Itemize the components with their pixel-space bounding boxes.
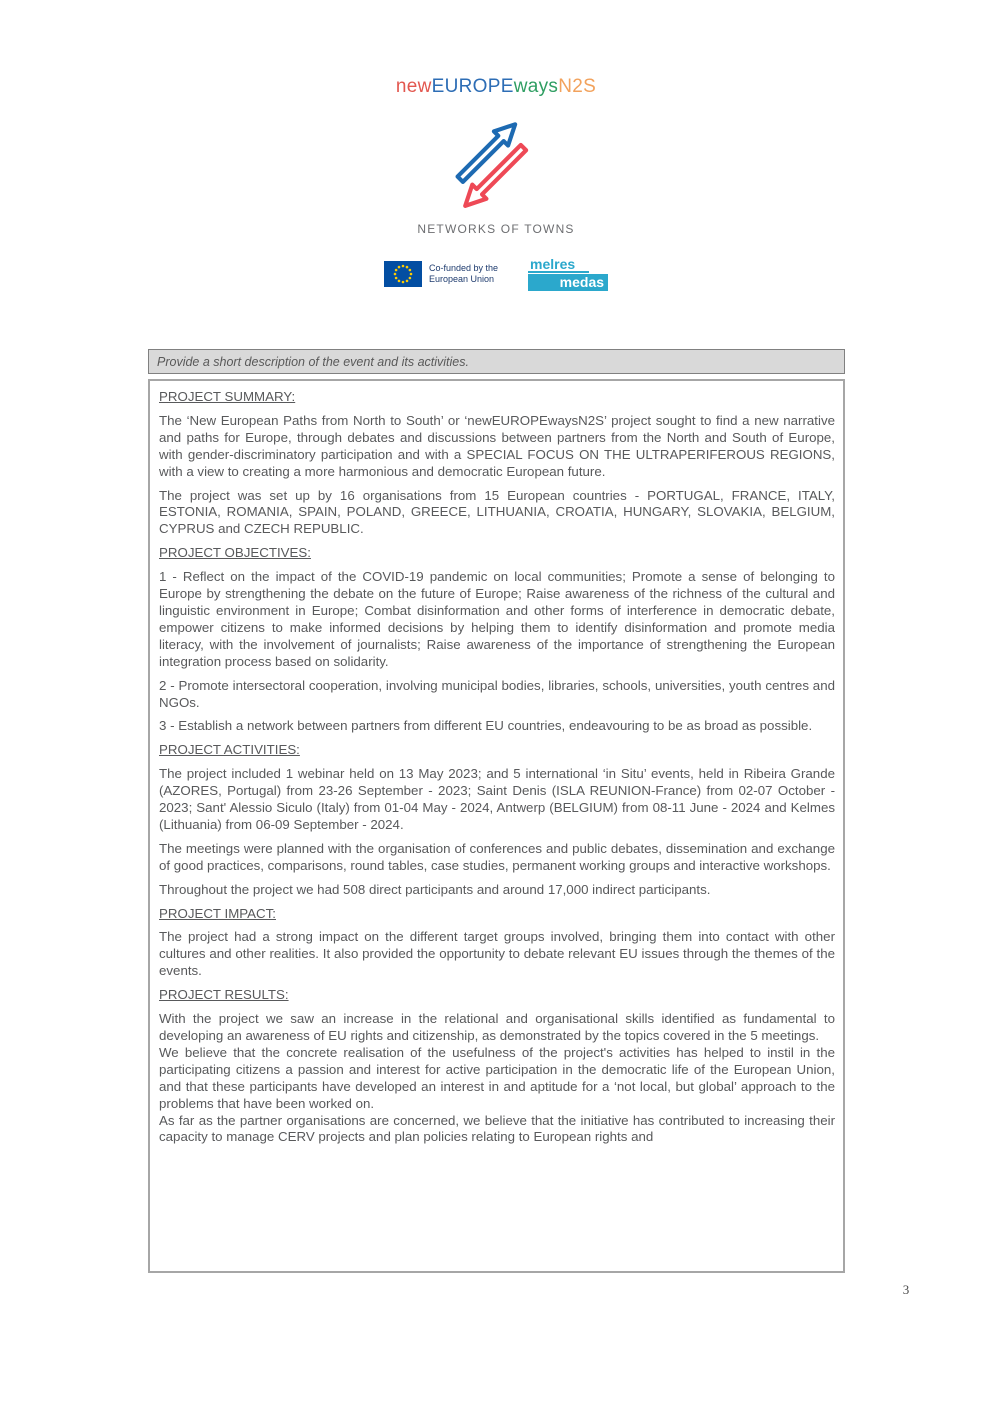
logo-segment-ways: ways [513, 76, 559, 97]
eu-cofunded-line2: European Union [428, 273, 495, 284]
networks-of-towns-label: NETWORKS OF TOWNS [417, 222, 575, 236]
eu-cofunded-line1: Co-funded by the [428, 262, 499, 273]
section-heading: PROJECT ACTIVITIES: [159, 742, 300, 758]
logo-segment-new: new [395, 76, 432, 97]
eu-cofunded-block [384, 261, 498, 287]
project-logo-wordmark [0, 76, 992, 98]
page-number: 3 [902, 1282, 910, 1297]
paragraph: The project included 1 webinar held on 13 May 2023; and 5 international ‘in Situ’ events, held in Ribeira Grande (AZORES, Portugal) from 23-26 September - 2023; Saint Denis (ISLA REUNION-France) from 02-07 October - 2023; Sant' Alessio Siculo (Italy) from 01-04 May - 2024, Antwerp (BELGIUM) from 08-11 June - 2024 and Kelmes (Lithuania) from 06-09 September - 2024. [159, 766, 835, 832]
melres-logo-top-text: melres [528, 257, 589, 273]
paragraph: Throughout the project we had 508 direct participants and around 17,000 indirect participants. [159, 881, 711, 897]
paragraph: With the project we saw an increase in the relational and organisational skills identified as fundamental to developing an awareness of EU rights and citizenship, as demonstrated by the topics covered in the 5 meetings. [159, 1011, 835, 1043]
section-heading: PROJECT OBJECTIVES: [159, 545, 311, 561]
eu-cofunded-text [429, 263, 498, 285]
logo-segment-n2s: N2S [558, 76, 597, 97]
section-heading: PROJECT IMPACT: [159, 905, 276, 921]
form-prompt-text: Provide a short description of the event and its activities. [157, 354, 469, 369]
melres-logo-bottom-text: medas [528, 274, 608, 291]
logo-segment-europe: EUROPE [431, 76, 514, 97]
paragraph: 2 - Promote intersectoral cooperation, involving municipal bodies, libraries, schools, universities, youth centres and NGOs. [159, 677, 835, 710]
paragraph: The project was set up by 16 organisations from 15 European countries - PORTUGAL, FRANCE, ITALY, ESTONIA, ROMANIA, SPAIN, POLAND, GREECE, LITHUANIA, CROATIA, HUNGARY, SLOVAKIA, BELGIUM, CYPRUS and CZECH REPUBLIC. [159, 487, 835, 537]
crossing-arrows-icon [434, 116, 558, 220]
paragraph: As far as the partner organisations are concerned, we believe that the initiative has contributed to increasing their capacity to manage CERV projects and plan policies relating to European rights and [159, 1112, 835, 1145]
melres-medas-logo [528, 256, 608, 291]
form-prompt-bar [148, 349, 845, 374]
form-box [148, 379, 845, 1273]
section-heading: PROJECT SUMMARY: [159, 389, 296, 404]
paragraph: 3 - Establish a network between partners from different EU countries, endeavouring to be as broad as possible. [159, 718, 813, 734]
funding-logos-row [0, 256, 992, 291]
paragraph: We believe that the concrete realisation of the usefulness of the project's activities has helped to instil in the participating citizens a passion and interest for active participation in the democratic life of the European Union, and that these participants have developed an interest in and aptitude for a ‘not local, but global’ approach to the problems that have been worked on. [159, 1044, 835, 1111]
paragraph: 1 - Reflect on the impact of the COVID-19 pandemic on local communities; Promote a sense of belonging to Europe by strengthening the debate on the future of Europe; Raise awareness of the richness of the cultural and linguistic environment in Europe; Combat disinformation and other forms of interference in democratic debate, empower citizens to make informed decisions by helping them to identify disinformation and promote media literacy, with the involvement of journalists; Raise awareness of the importance of strengthening the European integration process based on solidarity. [159, 569, 835, 669]
paragraph: The meetings were planned with the organisation of conferences and public debates, dissemination and exchange of good practices, comparisons, round tables, case studies, permanent working groups and interactive workshops. [159, 840, 835, 873]
paragraph: The ‘New European Paths from North to South’ or ‘newEUROPEwaysN2S’ project sought to find a new narrative and paths for Europe, through debates and discussions between partners from the North and South of Europe, with gender-discriminatory participation and with a SPECIAL FOCUS ON THE ULTRAPERIFEROUS REGIONS, with a view to creating a more harmonious and democratic European future. [159, 412, 835, 479]
section-heading: PROJECT RESULTS: [159, 987, 289, 1003]
paragraph: The project had a strong impact on the different target groups involved, bringing them into contact with other cultures and other realities. It also provided the opportunity to debate relevant EU issues through the themes of the events. [159, 929, 835, 979]
eu-flag-icon [384, 261, 422, 287]
